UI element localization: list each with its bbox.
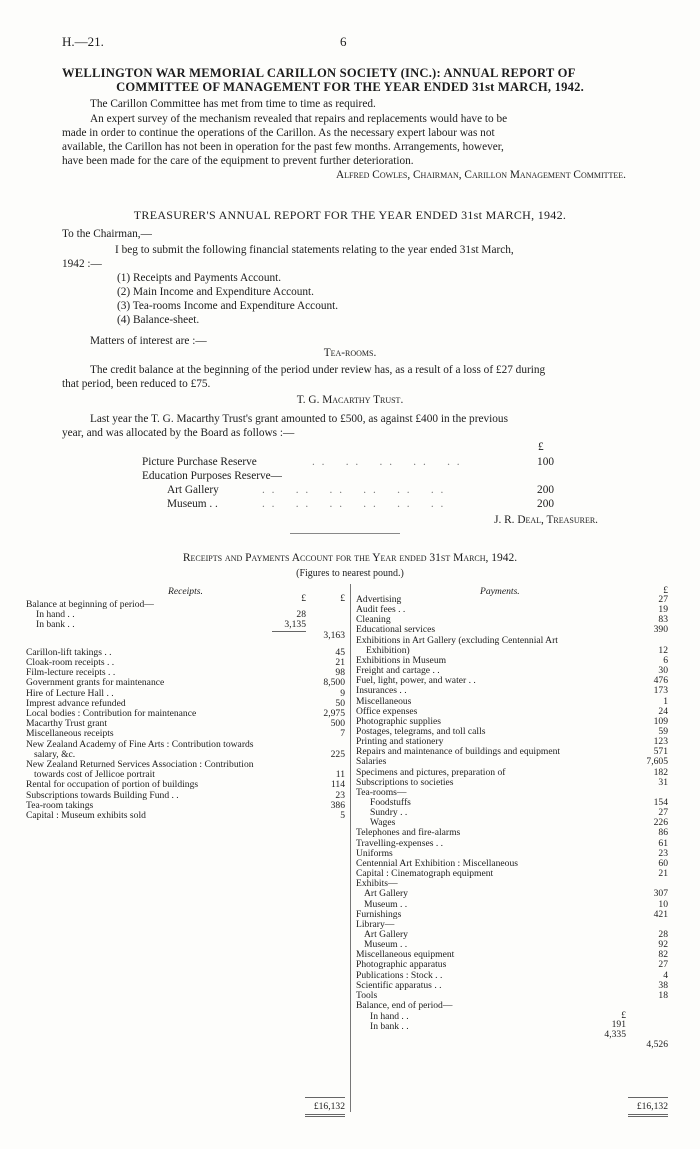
payment-label: Tea-rooms—	[356, 786, 407, 798]
receipt-amount: 2,975	[323, 708, 345, 719]
payment-amount: 476	[653, 675, 668, 687]
payment-label: In bank . .	[370, 1021, 409, 1033]
payment-amount: 24	[658, 705, 668, 717]
receipt-amount: 50	[335, 697, 345, 709]
receipt-label: Subscriptions towards Building Fund . .	[26, 789, 179, 801]
tearooms-paragraph-line: The credit balance at the beginning of the period under review has, as a result of a loss of £27 during	[90, 364, 546, 376]
allocation-value: 200	[537, 484, 554, 496]
carillon-title-line-2: COMMITTEE OF MANAGEMENT FOR THE YEAR ENDED 31st MARCH, 1942.	[116, 80, 584, 94]
payment-label: Sundry . .	[370, 807, 408, 819]
payment-amount: 123	[653, 736, 668, 748]
treasurer-title: TREASURER'S ANNUAL REPORT FOR THE YEAR ENDED 31st MARCH, 1942.	[133, 208, 567, 222]
allocation-label: Museum . .	[167, 498, 218, 510]
payment-amount: 6	[663, 654, 668, 666]
currency-sub-header: £	[621, 1010, 626, 1022]
treasurer-intro-line: 1942 :—	[62, 258, 102, 270]
payment-subamount: 4,335	[604, 1029, 626, 1041]
total-double-rule	[305, 1116, 345, 1117]
payment-label: Balance, end of period—	[356, 1000, 453, 1011]
payment-amount: 18	[658, 989, 668, 1001]
receipt-label: Carillon-lift takings . .	[26, 646, 112, 658]
receipts-heading: Receipts.	[168, 586, 203, 597]
payment-label: Wages	[370, 817, 396, 829]
allocation-value: 100	[537, 456, 554, 468]
treasurer-signature: J. R. Deal, Treasurer.	[494, 514, 598, 526]
payment-amount: 4	[663, 969, 668, 981]
receipt-subamount: 3,135	[284, 619, 306, 631]
payment-amount: 571	[653, 746, 668, 758]
payment-label: Foodstuffs	[370, 797, 411, 808]
receipt-amount: 386	[330, 799, 345, 811]
payment-amount: 23	[658, 847, 668, 859]
payment-label: Uniforms	[356, 847, 393, 859]
payment-amount: 4,526	[646, 1039, 668, 1051]
payments-heading: Payments.	[480, 586, 520, 597]
payment-amount: 154	[653, 797, 668, 808]
payment-amount: 10	[658, 898, 668, 910]
receipt-subamount: 28	[296, 609, 306, 621]
account-title: Receipts and Payments Account for the Year ended 31st March, 1942.	[182, 552, 518, 564]
receipt-amount: 7	[340, 728, 345, 740]
receipt-label: Balance at beginning of period—	[26, 599, 154, 610]
receipt-label: Macarthy Trust grant	[26, 718, 108, 730]
payment-label: Photographic supplies	[356, 715, 442, 727]
leader-dots: . . . . . . . . . .	[312, 456, 462, 468]
payment-label: Miscellaneous	[356, 695, 412, 707]
receipt-label: salary, &c.	[34, 748, 76, 760]
receipt-label: In hand . .	[36, 609, 75, 621]
payment-amount: 19	[658, 604, 668, 616]
receipt-amount: 9	[340, 687, 345, 699]
payment-label: Freight and cartage . .	[356, 665, 440, 677]
payment-label: Printing and stationery	[356, 736, 444, 748]
carillon-paragraph-2-line: have been made for the care of the equipment to prevent further deterioration.	[62, 155, 414, 167]
receipt-label: Local bodies : Contribution for maintenance	[26, 708, 197, 719]
payment-amount: 27	[658, 594, 668, 605]
payment-label: Miscellaneous equipment	[356, 949, 455, 961]
payment-amount: 109	[653, 715, 668, 727]
payment-label: Subscriptions to societies	[356, 776, 454, 788]
carillon-paragraph-2-line: available, the Carillon has not been in operation for the past few months. Arrangements, however,	[62, 141, 504, 153]
page-reference: H.—21.	[62, 34, 104, 49]
tearooms-paragraph-line: that period, been reduced to £75.	[62, 378, 211, 390]
allocation-label: Art Gallery	[167, 484, 219, 496]
payment-label: Specimens and pictures, preparation of	[356, 766, 506, 778]
total-double-rule	[628, 1116, 668, 1117]
payment-label: Photographic apparatus	[356, 959, 447, 971]
treasurer-intro-line: I beg to submit the following financial statements relating to the year ended 31st March,	[115, 244, 514, 256]
trust-heading: T. G. Macarthy Trust.	[296, 394, 404, 406]
page-number: 6	[340, 34, 347, 49]
payment-label: Furnishings	[356, 908, 402, 920]
receipt-label: Hire of Lecture Hall . .	[26, 687, 114, 699]
payment-label: Capital : Cinematograph equipment	[356, 868, 494, 880]
carillon-paragraph-2-line: made in order to continue the operations of the Carillon. As the necessary expert labour was not	[62, 127, 495, 139]
carillon-title-line-1: WELLINGTON WAR MEMORIAL CARILLON SOCIETY (INC.): ANNUAL REPORT OF	[62, 66, 576, 80]
payment-label: Repairs and maintenance of buildings and equipment	[356, 746, 561, 758]
payments-total: £16,132	[636, 1101, 668, 1112]
currency-header: £	[663, 585, 668, 596]
leader-dots: . . . . . . . . . . . .	[262, 484, 446, 496]
receipt-label: Capital : Museum exhibits sold	[26, 810, 146, 821]
payment-amount: 31	[658, 776, 668, 788]
tearooms-heading: Tea-rooms.	[323, 347, 377, 359]
currency-header: £	[340, 593, 345, 604]
payment-label: Postages, telegrams, and toll calls	[356, 725, 486, 737]
payment-amount: 390	[653, 624, 668, 636]
payment-amount: 82	[658, 949, 668, 961]
receipt-amount: 23	[335, 789, 345, 801]
payment-amount: 59	[658, 725, 668, 737]
receipt-label: New Zealand Academy of Fine Arts : Contribution towards	[26, 738, 254, 750]
payment-label: Exhibition)	[366, 644, 410, 656]
payment-label: Fuel, light, power, and water . .	[356, 675, 476, 687]
total-rule	[305, 1097, 345, 1098]
payment-label: Exhibitions in Art Gallery (excluding Centennial Art	[356, 634, 558, 646]
payment-label: Educational services	[356, 624, 436, 636]
matters-of-interest: Matters of interest are :—	[90, 335, 207, 347]
carillon-paragraph-1: The Carillon Committee has met from time to time as required.	[90, 98, 376, 110]
receipt-label: Cloak-room receipts . .	[26, 657, 115, 668]
carillon-paragraph-2-line: An expert survey of the mechanism revealed that repairs and replacements would have to be	[90, 113, 508, 125]
receipt-label: Tea-room takings	[26, 799, 94, 811]
allocation-value: 200	[537, 498, 554, 510]
subtotal-rule	[272, 631, 306, 632]
payment-amount: 421	[653, 908, 668, 920]
payment-label: Art Gallery	[364, 928, 408, 940]
payment-label: Audit fees . .	[356, 604, 406, 616]
carillon-signature: Alfred Cowles, Chairman, Carillon Management Committee.	[335, 169, 626, 181]
payment-label: In hand . .	[370, 1011, 409, 1023]
treasurer-salutation: To the Chairman,—	[62, 228, 152, 240]
payment-label: Insurances . .	[356, 685, 407, 697]
payment-label: Advertising	[356, 594, 402, 605]
payment-amount: 30	[658, 665, 668, 677]
receipt-amount: 114	[330, 779, 345, 791]
receipt-label: In bank . .	[36, 619, 75, 631]
payment-amount: 7,605	[646, 756, 668, 768]
statement-list-item: (3) Tea-rooms Income and Expenditure Account.	[117, 300, 339, 312]
receipt-amount: 8,500	[323, 677, 345, 689]
payment-label: Scientific apparatus . .	[356, 979, 442, 991]
trust-paragraph-line: year, and was allocated by the Board as follows :—	[62, 427, 295, 439]
receipt-amount: 21	[335, 657, 345, 668]
total-double-rule	[628, 1114, 668, 1115]
statement-list-item: (4) Balance-sheet.	[117, 314, 200, 326]
receipt-label: Miscellaneous receipts	[26, 728, 114, 740]
payment-amount: 92	[658, 939, 668, 951]
payment-label: Publications : Stock . .	[356, 969, 443, 981]
receipt-label: Imprest advance refunded	[26, 697, 126, 709]
payment-subamount: 191	[611, 1019, 626, 1031]
receipt-amount: 3,163	[323, 629, 345, 641]
total-double-rule	[305, 1114, 345, 1115]
payment-label: Centennial Art Exhibition : Miscellaneous	[356, 857, 519, 869]
payment-amount: 61	[658, 837, 668, 849]
payment-label: Exhibits—	[356, 878, 398, 890]
account-subtitle: (Figures to nearest pound.)	[296, 568, 404, 579]
payment-amount: 1	[663, 695, 668, 707]
payment-amount: 83	[658, 614, 668, 626]
payment-amount: 28	[658, 928, 668, 940]
payment-amount: 27	[658, 959, 668, 971]
payment-amount: 27	[658, 807, 668, 819]
allocation-label: Education Purposes Reserve—	[142, 470, 282, 482]
payment-amount: 226	[653, 817, 668, 829]
payment-amount: 307	[653, 888, 668, 900]
statement-list-item: (1) Receipts and Payments Account.	[117, 272, 282, 284]
leader-dots: . . . . . . . . . . . .	[262, 498, 446, 510]
payment-amount: 173	[653, 685, 668, 697]
payment-amount: 38	[658, 979, 668, 991]
receipt-amount: 500	[330, 718, 345, 730]
section-divider	[290, 533, 400, 534]
payment-label: Cleaning	[356, 614, 391, 626]
payment-label: Museum . .	[364, 939, 408, 951]
payment-label: Library—	[356, 918, 395, 930]
trust-paragraph-line: Last year the T. G. Macarthy Trust's grant amounted to £500, as against £400 in the previous	[90, 413, 508, 425]
payment-amount: 60	[658, 857, 668, 869]
allocation-currency: £	[538, 441, 544, 453]
payment-label: Museum . .	[364, 898, 408, 910]
receipt-label: New Zealand Returned Services Association : Contribution	[26, 759, 254, 770]
receipt-label: Rental for occupation of portion of buildings	[26, 779, 199, 791]
receipts-total: £16,132	[313, 1101, 345, 1112]
payment-amount: 12	[658, 644, 668, 656]
payment-label: Art Gallery	[364, 888, 408, 900]
payment-label: Telephones and fire-alarms	[356, 827, 461, 839]
statement-list-item: (2) Main Income and Expenditure Account.	[117, 286, 315, 298]
receipt-label: towards cost of Jellicoe portrait	[34, 769, 155, 781]
receipt-amount: 225	[330, 748, 345, 760]
receipt-amount: 98	[335, 667, 345, 679]
receipt-amount: 5	[340, 810, 345, 821]
allocation-label: Picture Purchase Reserve	[142, 456, 257, 468]
payment-label: Salaries	[356, 756, 387, 768]
payment-label: Exhibitions in Museum	[356, 654, 447, 666]
receipt-amount: 11	[335, 769, 345, 781]
currency-sub-header: £	[301, 593, 306, 604]
receipt-amount: 45	[335, 646, 345, 658]
payment-label: Office expenses	[356, 705, 418, 717]
payment-label: Travelling-expenses . .	[356, 837, 444, 849]
payment-amount: 182	[653, 766, 668, 778]
payment-amount: 21	[658, 868, 668, 880]
receipt-label: Government grants for maintenance	[26, 677, 165, 689]
total-rule	[628, 1097, 668, 1098]
payment-amount: 86	[658, 827, 668, 839]
payment-label: Tools	[356, 989, 378, 1001]
column-divider	[350, 584, 351, 1112]
receipt-label: Film-lecture receipts . .	[26, 667, 116, 679]
